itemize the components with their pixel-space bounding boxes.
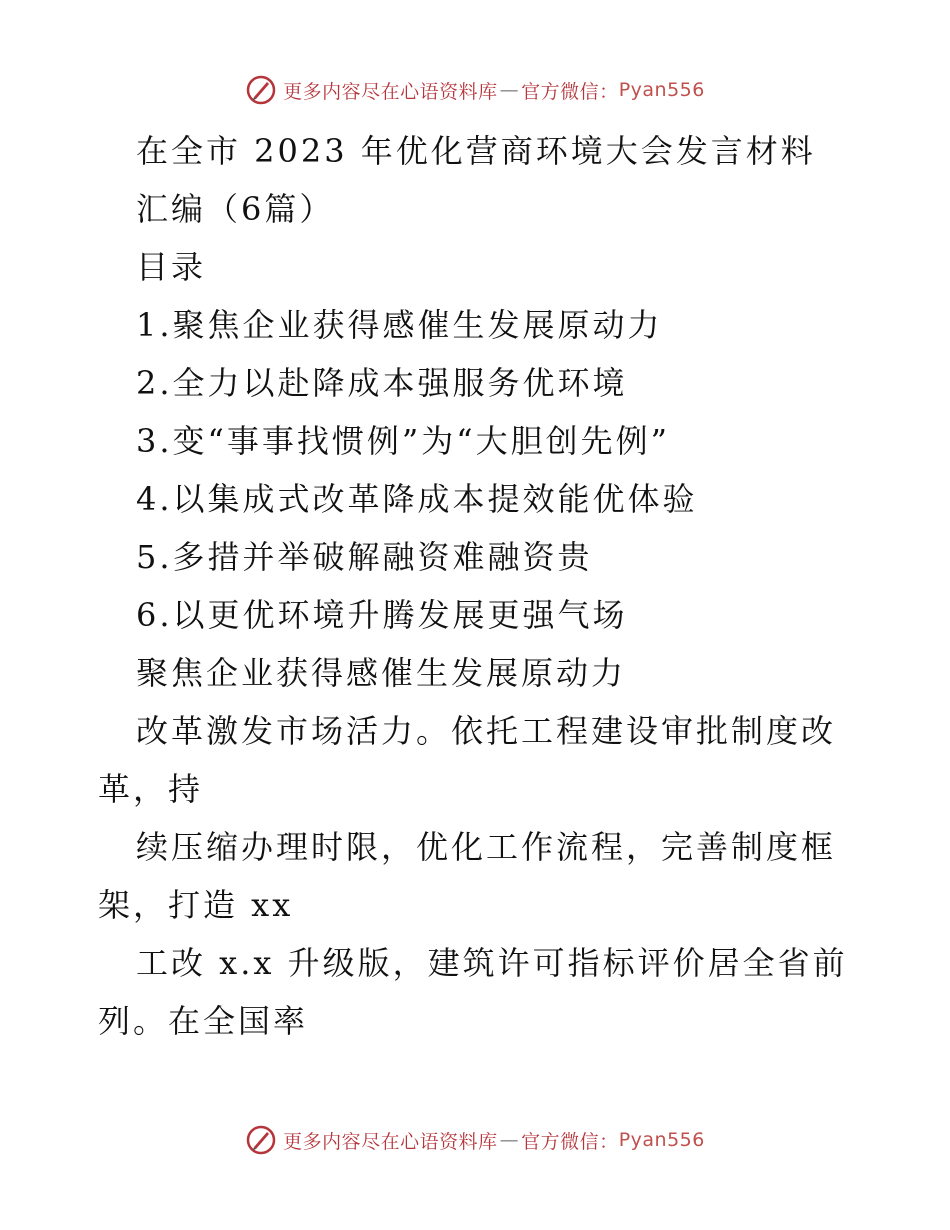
header-watermark bbox=[0, 70, 950, 110]
body-line-3: 续压缩办理时限，优化工作流程，完善制度框 bbox=[136, 828, 837, 866]
watermark-separator: — bbox=[499, 1129, 520, 1151]
watermark-text: 更多内容尽在心语资料库 bbox=[283, 1130, 498, 1153]
footer-watermark bbox=[0, 1120, 950, 1160]
toc-heading: 目录 bbox=[136, 248, 207, 286]
toc-item-2: 2.全力以赴降成本强服务优环境 bbox=[136, 364, 628, 402]
watermark-separator: — bbox=[499, 79, 520, 101]
toc-item-1: 1.聚焦企业获得感催生发展原动力 bbox=[136, 306, 663, 344]
body-line-2: 革，持 bbox=[98, 770, 204, 808]
quill-logo-icon bbox=[245, 1124, 277, 1156]
quill-logo-icon bbox=[245, 74, 277, 106]
body-line-6: 列。在全国率 bbox=[98, 1002, 309, 1040]
watermark-contact-label: 官方微信： bbox=[521, 1130, 619, 1153]
document-title-line-1: 在全市 2023 年优化营商环境大会发言材料 bbox=[136, 132, 816, 170]
section-title: 聚焦企业获得感催生发展原动力 bbox=[136, 654, 627, 692]
document-title-line-2: 汇编（6篇） bbox=[136, 190, 335, 228]
document-body bbox=[98, 122, 848, 1050]
toc-item-6: 6.以更优环境升腾发展更强气场 bbox=[136, 596, 628, 634]
toc-item-4: 4.以集成式改革降成本提效能优体验 bbox=[136, 480, 698, 518]
body-line-1: 改革激发市场活力。依托工程建设审批制度改 bbox=[136, 712, 837, 750]
watermark-contact-id: Pyan556 bbox=[618, 79, 705, 101]
toc-item-3: 3.变“事事找惯例”为“大胆创先例” bbox=[136, 422, 670, 460]
toc-item-5: 5.多措并举破解融资难融资贵 bbox=[136, 538, 593, 576]
watermark-text: 更多内容尽在心语资料库 bbox=[283, 80, 498, 103]
watermark-contact-id: Pyan556 bbox=[618, 1129, 705, 1151]
watermark-contact-label: 官方微信： bbox=[521, 80, 619, 103]
body-line-4: 架，打造 xx bbox=[98, 886, 294, 924]
body-line-5: 工改 x.x 升级版，建筑许可指标评价居全省前 bbox=[136, 944, 848, 982]
